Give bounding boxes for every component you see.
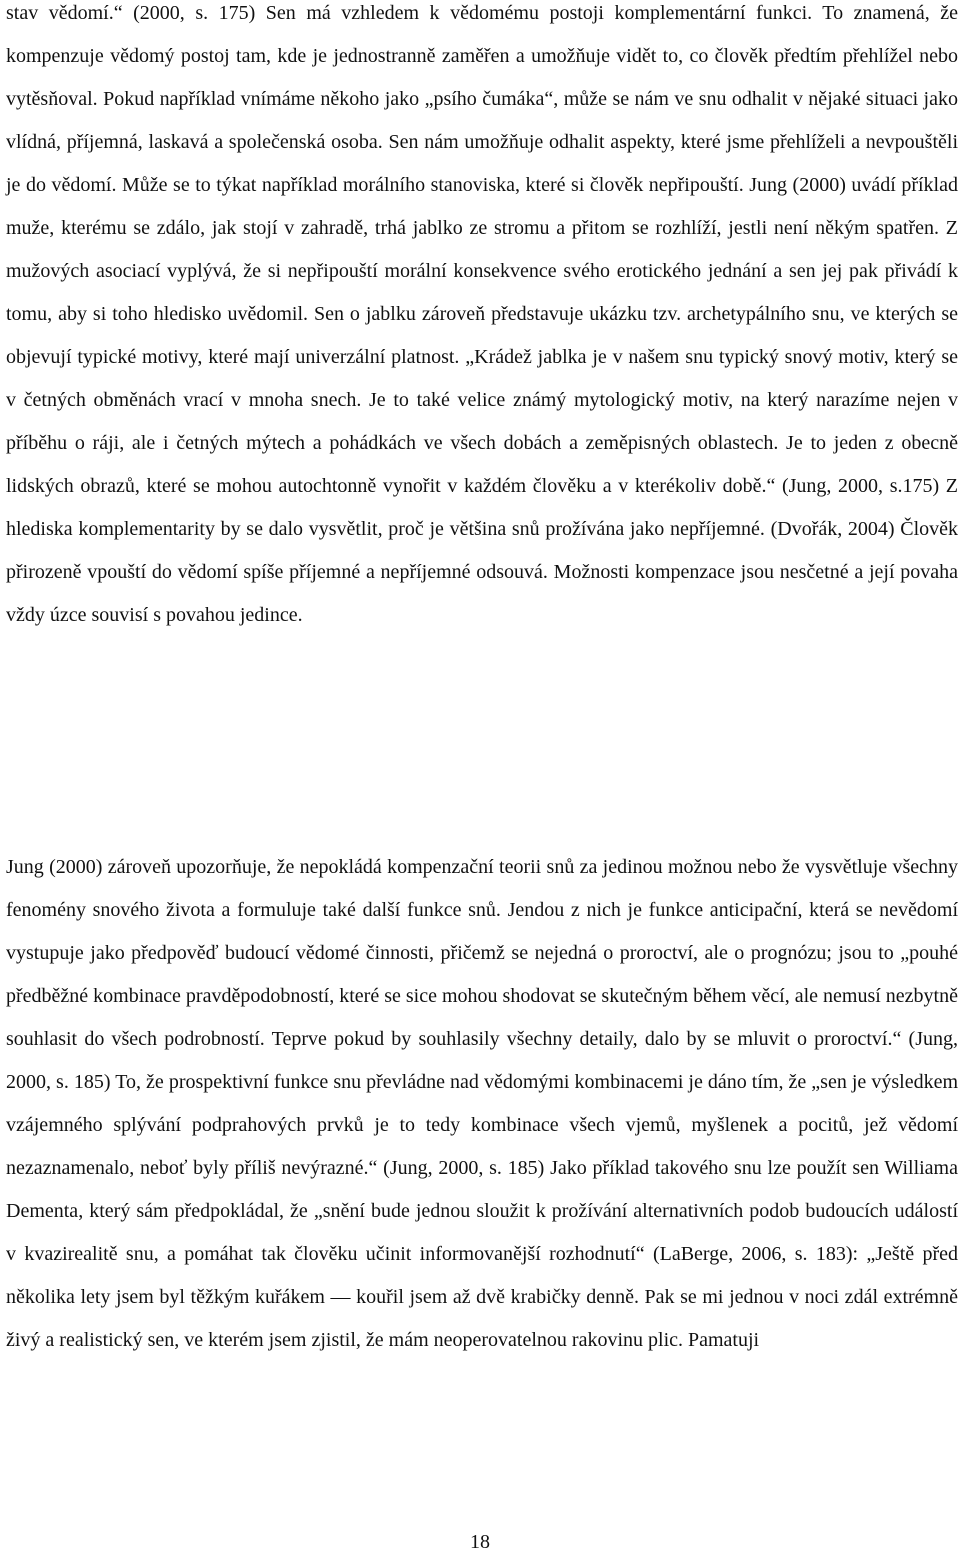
- page-number: 18: [470, 1531, 490, 1553]
- body-paragraph: Jung (2000) zároveň upozorňuje, že nepokládá kompenzační teorii snů za jedinou možnou nebo že vysvětluje všechny fenomény snového života a formuluje také další funkce snů. Jendou z nich je funkce anticipační, která se nevědomí vystupuje jako předpověď budoucí vědomé činnosti, přičemž se nejedná o proroctví, ale o prognózu; jsou to „pouhé předběžné kombinace pravděpodobností, které se sice mohou shodovat se skutečným během věcí, ale nemusí nezbytně souhlasit do všech podrobností. Teprve pokud by souhlasily všechny detaily, dalo by se mluvit o proroctví.“ (Jung, 2000, s. 185) To, že prospektivní funkce snu převládne nad vědomými kombinacemi je dáno tím, že „sen je výsledkem vzájemného splývání podprahových prvků je to tedy kombinace všech vjemů, myšlenek a pocitů, jež vědomí nezaznamenalo, neboť byly příliš nevýrazné.“ (Jung, 2000, s. 185) Jako příklad takového snu lze použít sen Williama Dementa, který sám předpokládal, že „snění bude jednou sloužit k prožívání alternativních podob budoucích událostí v kvazirealitě snu, a pomáhat tak člověku učinit informovanější rozhodnutí“ (LaBerge, 2006, s. 183): „Ještě před několika lety jsem byl těžkým kuřákem — kouřil jsem až dvě krabičky denně. Pak se mi jednou v noci zdál extrémně živý a realistický sen, ve kterém jsem zjistil, že mám neoperovatelnou rakovinu plic. Pamatuji: [6, 856, 958, 1351]
- body-paragraph: stav vědomí.“ (2000, s. 175) Sen má vzhledem k vědomému postoji komplementární funkci. To znamená, že kompenzuje vědomý postoj tam, kde je jednostranně zaměřen a umožňuje vidět to, co člověk předtím přehlížel nebo vytěsňoval. Pokud například vnímáme někoho jako „psího čumáka“, může se nám ve snu odhalit v nějaké situaci jako vlídná, příjemná, laskavá a společenská osoba. Sen nám umožňuje odhalit aspekty, které jsme přehlíželi a nevpouštěli je do vědomí. Může se to týkat například morálního stanoviska, které si člověk nepřipouští. Jung (2000) uvádí příklad muže, kterému se zdálo, jak stojí v zahradě, trhá jablko ze stromu a přitom se rozhlíží, jestli není někým spatřen. Z mužových asociací vyplývá, že si nepřipouští morální konsekvence svého erotického jednání a sen jej pak přivádí k tomu, aby si toho hledisko uvědomil. Sen o jablku zároveň představuje ukázku tzv. archetypálního snu, ve kterých se objevují typické motivy, které mají univerzální platnost. „Krádež jablka je v našem snu typický snový motiv, který se v četných obměnách vrací v mnoha snech. Je to také velice známý mytologický motiv, na který narazíme nejen v příběhu o ráji, ale i četných mýtech a pohádkách ve všech dobách a zeměpisných oblastech. Je to jeden z obecně lidských obrazů, které se mohou autochtonně vynořit v každém člověku a v kterékoliv době.“ (Jung, 2000, s.175) Z hlediska komplementarity by se dalo vysvětlit, proč je většina snů prožívána jako nepříjemné. (Dvořák, 2004) Člověk přirozeně vpouští do vědomí spíše příjemné a nepříjemné odsouvá. Možnosti kompenzace jsou nesčetné a její povaha vždy úzce souvisí s povahou jedince.: [6, 2, 958, 626]
